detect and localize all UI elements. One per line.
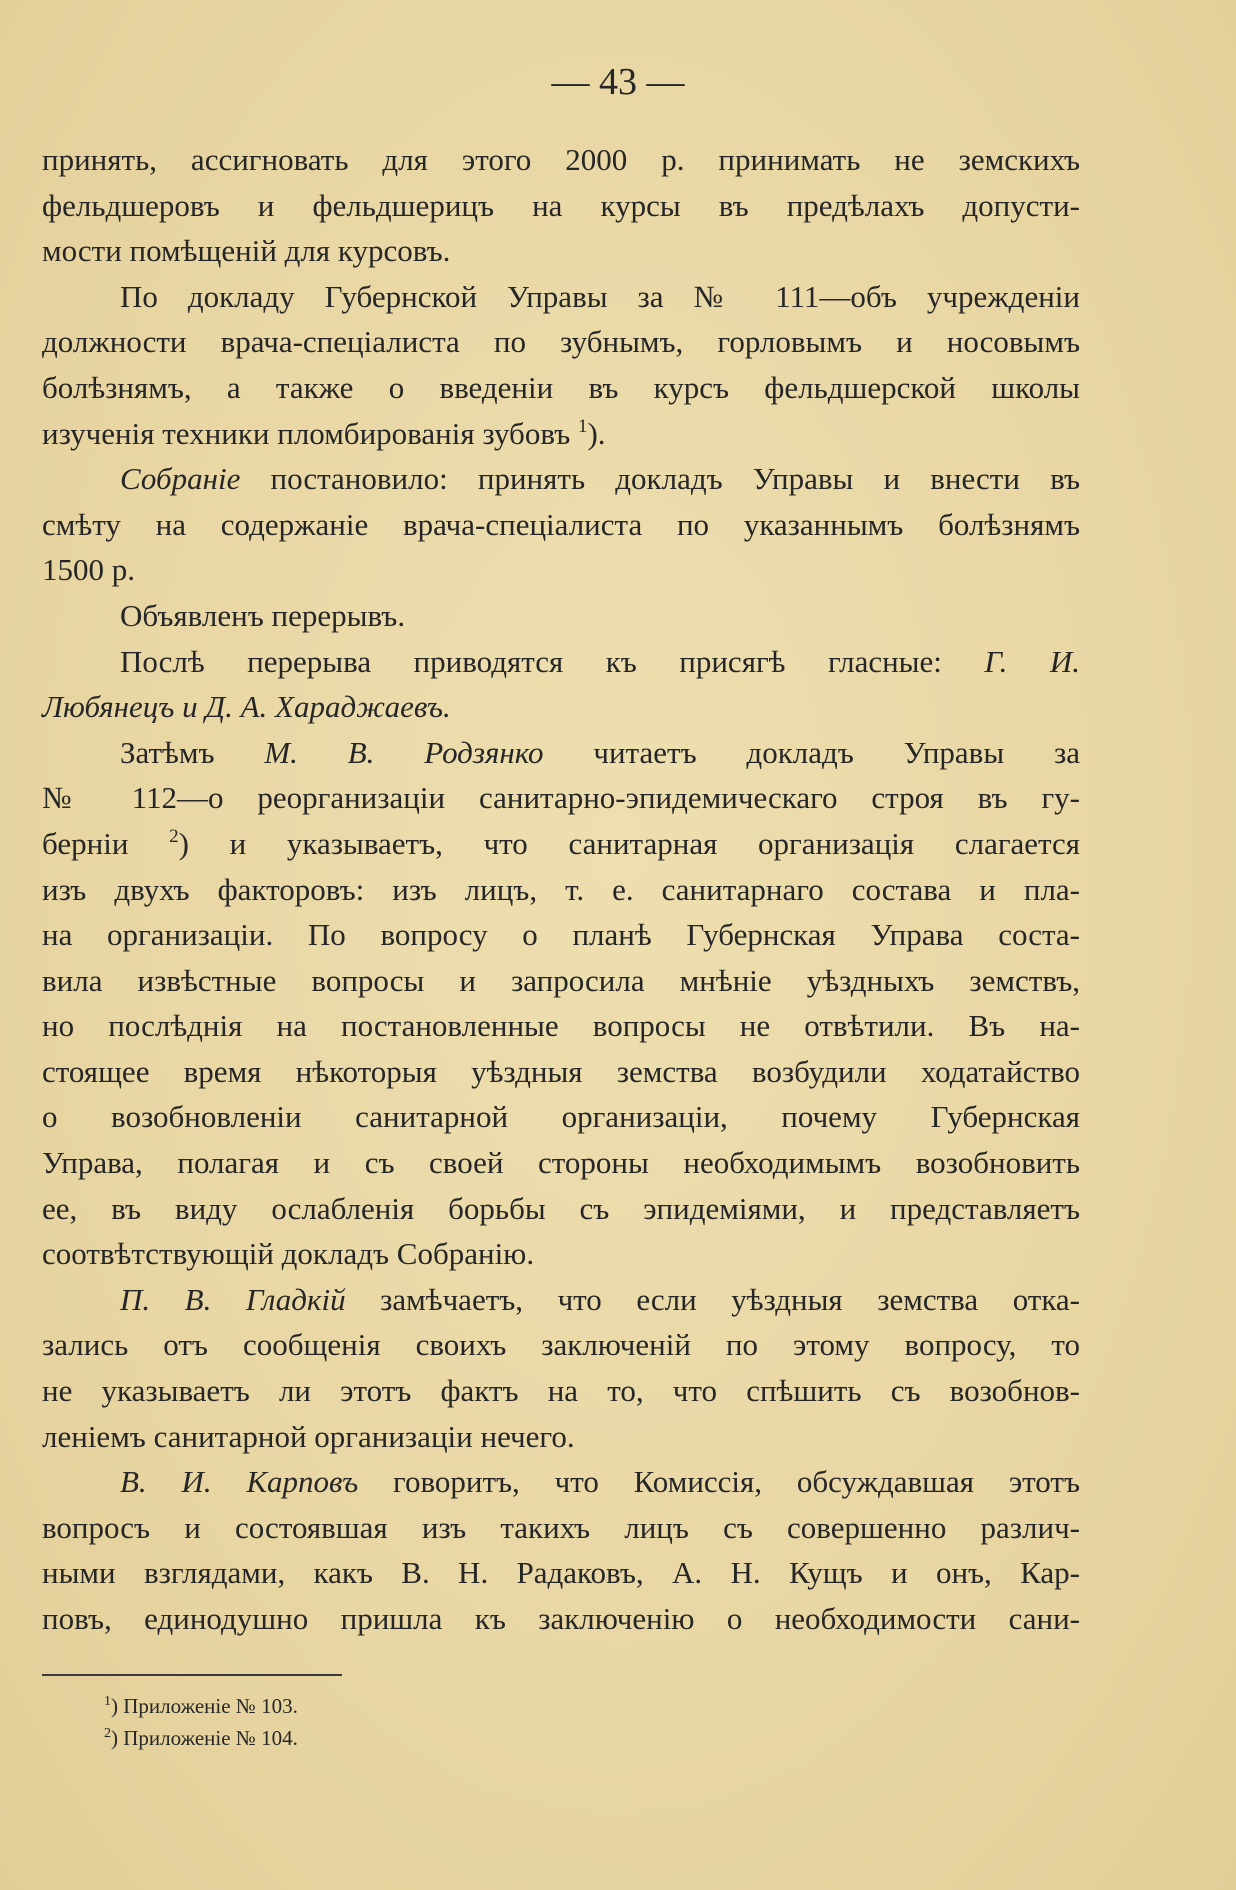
text-run: изъ двухъ факторовъ: изъ лицъ, т. е. санитарнаго состава и пла-	[42, 871, 1080, 907]
speaker-name: Собраніе	[120, 461, 241, 497]
text-line	[42, 593, 1080, 639]
speaker-name: В. И. Карповъ	[120, 1464, 359, 1500]
text-line	[42, 1459, 1080, 1505]
text-line	[42, 1049, 1080, 1095]
text-line	[42, 274, 1080, 320]
text-run: стоящее время нѣкоторыя уѣздныя земства возбудили ходатайство	[42, 1053, 1080, 1089]
text-run: постановило: принять докладъ Управы и внести въ	[240, 461, 1080, 497]
footnote-marker: 2	[104, 1726, 111, 1741]
text-run: принять, ассигновать для этого 2000 р. принимать не земскихъ	[42, 142, 1080, 177]
text-run: № 112—о реорганизаціи санитарно-эпидемическаго строя въ гу-	[42, 780, 1080, 816]
text-run: соотвѣтствующій докладъ Собранію.	[42, 1236, 535, 1272]
text-line	[42, 1322, 1080, 1368]
text-line	[42, 1368, 1080, 1414]
text-run: должности врача-спеціалиста по зубнымъ, горловымъ и носовымъ	[42, 324, 1080, 360]
footnote-marker: 1	[104, 1694, 111, 1709]
text-run: вопросъ и состоявшая изъ такихъ лицъ съ совершенно различ-	[42, 1509, 1080, 1545]
page-number: — 43 —	[551, 61, 685, 103]
text-line	[42, 684, 1080, 730]
text-line	[42, 319, 1080, 365]
text-line	[42, 639, 1080, 685]
text-run: ).	[587, 415, 606, 451]
footnote-text: ) Приложеніе № 104.	[111, 1726, 298, 1750]
text-run: смѣту на содержаніе врача-спеціалиста по указаннымъ болѣзнямъ	[42, 506, 1080, 542]
speaker-name: П. В. Гладкій	[120, 1281, 346, 1317]
text-line	[42, 821, 1080, 867]
text-run: вила извѣстные вопросы и запросила мнѣніе уѣздныхъ земствъ,	[42, 962, 1080, 998]
speaker-name: Любянецъ и Д. А. Хараджаевъ.	[42, 689, 451, 725]
speaker-name: М. В. Родзянко	[264, 734, 544, 770]
speaker-name: Г. И.	[984, 643, 1080, 679]
footnote-ref: 2	[169, 825, 179, 847]
text-run: не указываетъ ли этотъ фактъ на то, что спѣшить съ возобнов-	[42, 1373, 1080, 1409]
text-line	[42, 1550, 1080, 1596]
text-line	[42, 912, 1080, 958]
text-line	[42, 1003, 1080, 1049]
text-line	[42, 547, 1080, 593]
text-run: зались отъ сообщенія своихъ заключеній по этому вопросу, то	[42, 1327, 1080, 1363]
text-line	[42, 958, 1080, 1004]
footnote	[104, 1690, 804, 1722]
text-run: изученія техники пломбированія зубовъ	[42, 415, 578, 451]
text-line	[42, 228, 1080, 274]
footnote-divider	[42, 1674, 342, 1676]
text-line	[42, 1505, 1080, 1551]
footnote	[104, 1722, 804, 1754]
text-run: берніи	[42, 825, 170, 861]
text-line	[42, 137, 1080, 183]
text-run: ными взглядами, какъ В. Н. Радаковъ, А. Н. Кущъ и онъ, Кар-	[42, 1555, 1080, 1591]
text-run: на организаціи. По вопросу о планѣ Губернская Управа соста-	[42, 917, 1080, 953]
text-line	[42, 1231, 1080, 1277]
text-line	[42, 365, 1080, 411]
text-line	[42, 867, 1080, 913]
text-line	[42, 1277, 1080, 1323]
text-line	[42, 1596, 1080, 1642]
text-line	[42, 1094, 1080, 1140]
footnote-text: ) Приложеніе № 103.	[111, 1694, 298, 1718]
text-line	[42, 183, 1080, 229]
text-run: читаетъ докладъ Управы за	[543, 734, 1080, 770]
text-run: ее, въ виду ослабленія борьбы съ эпидеміями, и представляетъ	[42, 1190, 1080, 1226]
text-line	[42, 730, 1080, 776]
footnotes	[104, 1690, 804, 1754]
footnote-ref: 1	[577, 415, 588, 437]
text-run: замѣчаетъ, что если уѣздныя земства отка-	[345, 1281, 1081, 1317]
body-text	[42, 137, 1080, 1642]
text-run: повъ, единодушно пришла къ заключенію о необходимости сани-	[42, 1601, 1080, 1636]
text-run: говоритъ, что Комиссія, обсуждавшая этотъ	[358, 1464, 1080, 1500]
text-run: Послѣ перерыва приводятся къ присягѣ гласные:	[120, 643, 985, 679]
text-run: болѣзнямъ, а также о введеніи въ курсъ фельдшерской школы	[42, 369, 1080, 405]
text-run: леніемъ санитарной организаціи нечего.	[42, 1418, 575, 1454]
text-run: Затѣмъ	[120, 734, 265, 770]
text-line	[42, 502, 1080, 548]
text-line	[42, 411, 1080, 457]
text-line	[42, 456, 1080, 502]
text-run: о возобновленіи санитарной организаціи, почему Губернская	[42, 1099, 1080, 1135]
text-run: Объявленъ перерывъ.	[120, 597, 406, 633]
text-run: мости помѣщеній для курсовъ.	[42, 233, 451, 269]
text-line	[42, 1140, 1080, 1186]
text-run: фельдшеровъ и фельдшерицъ на курсы въ предѣлахъ допусти-	[42, 187, 1080, 223]
text-line	[42, 775, 1080, 821]
text-line	[42, 1186, 1080, 1232]
text-run: 1500 р.	[42, 552, 135, 588]
text-line	[42, 1414, 1080, 1460]
text-run: но послѣднія на постановленные вопросы не отвѣтили. Въ на-	[42, 1008, 1080, 1044]
text-run: По докладу Губернской Управы за № 111—объ учрежденіи	[120, 278, 1080, 314]
text-run: Управа, полагая и съ своей стороны необходимымъ возобновить	[42, 1145, 1080, 1181]
text-run: ) и указываетъ, что санитарная организація слагается	[178, 825, 1081, 861]
